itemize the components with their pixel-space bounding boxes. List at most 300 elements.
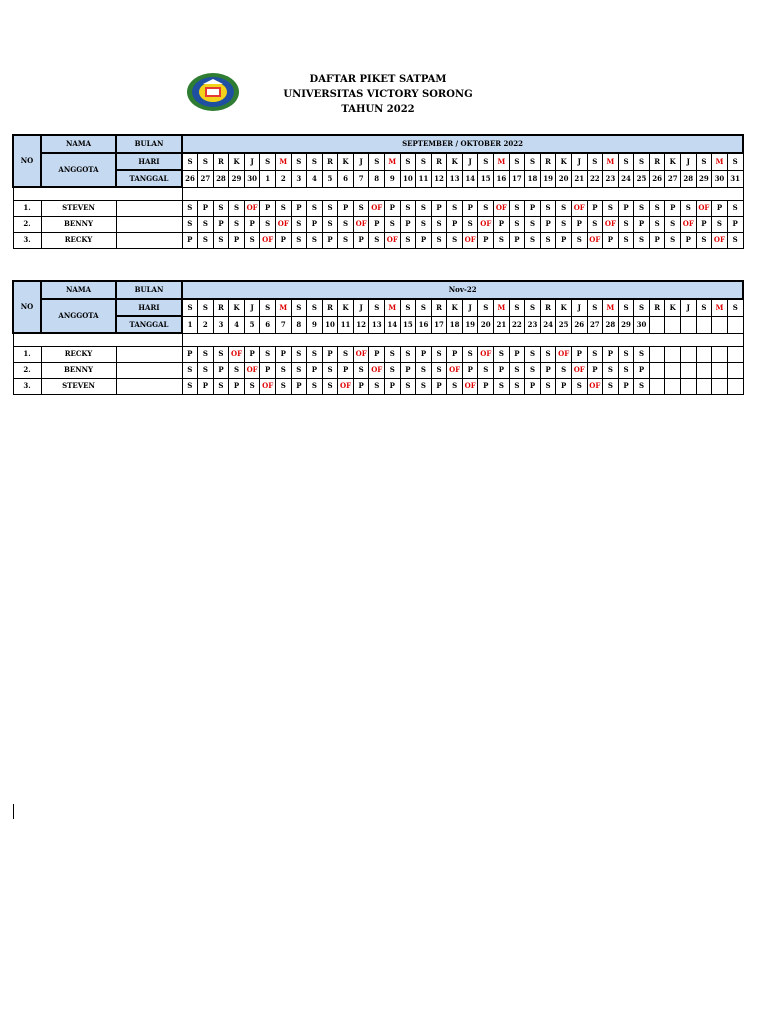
shift-cell: S xyxy=(416,216,432,232)
text-cursor xyxy=(13,804,14,819)
shift-cell: P xyxy=(182,346,198,362)
shift-cell: S xyxy=(603,200,619,216)
day-cell: S xyxy=(400,299,416,316)
shift-cell: OF xyxy=(556,346,572,362)
shift-cell: S xyxy=(540,378,556,394)
schedule-table-nov xyxy=(12,280,744,395)
shift-cell: P xyxy=(649,232,665,248)
shift-cell: OF xyxy=(494,200,510,216)
shift-cell: P xyxy=(571,216,587,232)
date-cell: 23 xyxy=(603,170,619,187)
date-cell: 13 xyxy=(369,316,385,333)
shift-cell xyxy=(696,378,712,394)
anggota-header: ANGGOTA xyxy=(41,299,116,333)
shift-cell: P xyxy=(229,232,245,248)
shift-cell: S xyxy=(618,216,634,232)
shift-cell: P xyxy=(353,232,369,248)
date-cell: 27 xyxy=(587,316,603,333)
shift-cell xyxy=(649,362,665,378)
date-cell: 28 xyxy=(603,316,619,333)
shift-cell: S xyxy=(307,232,323,248)
shift-cell: OF xyxy=(587,378,603,394)
shift-cell: P xyxy=(307,362,323,378)
shift-cell: S xyxy=(603,378,619,394)
shift-cell: S xyxy=(634,232,650,248)
shift-cell: P xyxy=(182,232,198,248)
shift-cell: S xyxy=(587,216,603,232)
member-row xyxy=(13,232,743,248)
shift-cell: P xyxy=(634,362,650,378)
date-cell xyxy=(665,316,681,333)
day-cell: S xyxy=(696,299,712,316)
shift-cell: S xyxy=(416,200,432,216)
shift-cell: S xyxy=(400,378,416,394)
shift-cell: P xyxy=(603,346,619,362)
date-cell: 16 xyxy=(416,316,432,333)
day-cell: R xyxy=(213,153,229,170)
shift-cell: P xyxy=(494,362,510,378)
date-cell: 1 xyxy=(260,170,276,187)
shift-cell: S xyxy=(385,216,401,232)
shift-cell: S xyxy=(182,378,198,394)
shift-cell xyxy=(712,362,728,378)
day-cell: R xyxy=(540,153,556,170)
day-cell: M xyxy=(494,299,510,316)
day-cell: S xyxy=(696,153,712,170)
day-cell: S xyxy=(182,299,198,316)
day-cell: M xyxy=(712,153,728,170)
shift-cell: S xyxy=(275,200,291,216)
date-cell: 3 xyxy=(291,170,307,187)
day-cell: K xyxy=(447,299,463,316)
shift-cell: OF xyxy=(571,362,587,378)
shift-cell: P xyxy=(571,346,587,362)
shift-cell: P xyxy=(665,200,681,216)
shift-cell: S xyxy=(229,362,245,378)
day-cell: S xyxy=(634,299,650,316)
date-cell: 24 xyxy=(618,170,634,187)
shift-cell: OF xyxy=(338,378,354,394)
no-header: NO xyxy=(13,281,41,333)
date-cell: 7 xyxy=(275,316,291,333)
shift-cell: S xyxy=(260,216,276,232)
shift-cell: S xyxy=(275,378,291,394)
day-cell: R xyxy=(649,153,665,170)
spacer-cell xyxy=(13,187,182,200)
shift-cell: S xyxy=(322,362,338,378)
no-header: NO xyxy=(13,135,41,187)
day-cell: S xyxy=(307,153,323,170)
shift-cell: S xyxy=(587,346,603,362)
shift-cell: S xyxy=(571,378,587,394)
shift-cell: S xyxy=(665,232,681,248)
day-cell: K xyxy=(229,299,245,316)
shift-cell: P xyxy=(400,216,416,232)
shift-cell: P xyxy=(198,378,214,394)
shift-cell: S xyxy=(182,362,198,378)
shift-cell: S xyxy=(353,200,369,216)
shift-cell: OF xyxy=(385,232,401,248)
date-cell: 18 xyxy=(447,316,463,333)
shift-cell: P xyxy=(338,362,354,378)
shift-cell: OF xyxy=(260,378,276,394)
shift-cell: S xyxy=(385,362,401,378)
shift-cell xyxy=(696,346,712,362)
member-empty-cell xyxy=(116,200,182,216)
date-cell: 11 xyxy=(416,170,432,187)
shift-cell xyxy=(727,378,743,394)
date-cell: 12 xyxy=(431,170,447,187)
shift-cell: S xyxy=(634,346,650,362)
member-name: STEVEN xyxy=(41,200,116,216)
shift-cell: P xyxy=(307,216,323,232)
date-cell: 30 xyxy=(244,170,260,187)
member-row xyxy=(13,200,743,216)
shift-cell: S xyxy=(198,216,214,232)
day-cell: K xyxy=(665,153,681,170)
date-cell xyxy=(696,316,712,333)
shift-cell: OF xyxy=(275,216,291,232)
date-cell: 13 xyxy=(447,170,463,187)
date-cell xyxy=(712,316,728,333)
shift-cell: S xyxy=(400,232,416,248)
date-cell: 15 xyxy=(400,316,416,333)
date-cell: 17 xyxy=(509,170,525,187)
date-cell: 10 xyxy=(400,170,416,187)
shift-cell: S xyxy=(338,216,354,232)
shift-cell: P xyxy=(618,378,634,394)
shift-cell: P xyxy=(509,346,525,362)
shift-cell: S xyxy=(540,232,556,248)
shift-cell: S xyxy=(665,216,681,232)
day-cell: S xyxy=(416,299,432,316)
date-cell: 27 xyxy=(665,170,681,187)
shift-cell: S xyxy=(244,378,260,394)
date-cell: 27 xyxy=(198,170,214,187)
day-cell: J xyxy=(244,299,260,316)
shift-cell: P xyxy=(727,216,743,232)
day-cell: R xyxy=(649,299,665,316)
shift-cell: S xyxy=(322,378,338,394)
shift-cell: S xyxy=(353,362,369,378)
shift-cell: OF xyxy=(603,216,619,232)
shift-cell: S xyxy=(229,216,245,232)
shift-cell: P xyxy=(198,200,214,216)
day-cell: M xyxy=(494,153,510,170)
shift-cell: P xyxy=(556,232,572,248)
shift-cell: P xyxy=(431,200,447,216)
member-no: 1. xyxy=(13,200,41,216)
shift-cell: S xyxy=(478,200,494,216)
shift-cell: P xyxy=(369,216,385,232)
day-cell: J xyxy=(353,153,369,170)
date-cell: 30 xyxy=(712,170,728,187)
member-no: 3. xyxy=(13,378,41,394)
date-cell: 17 xyxy=(431,316,447,333)
shift-cell: S xyxy=(618,232,634,248)
day-cell: R xyxy=(322,299,338,316)
shift-cell: S xyxy=(431,216,447,232)
shift-cell: OF xyxy=(244,362,260,378)
shift-cell: S xyxy=(307,200,323,216)
shift-cell: S xyxy=(385,346,401,362)
period-header: Nov-22 xyxy=(182,281,743,299)
shift-cell: S xyxy=(556,200,572,216)
shift-cell: S xyxy=(649,200,665,216)
day-cell: M xyxy=(275,299,291,316)
document-header xyxy=(0,72,768,122)
shift-cell: P xyxy=(260,200,276,216)
day-cell: S xyxy=(307,299,323,316)
shift-cell: S xyxy=(244,232,260,248)
date-cell: 4 xyxy=(307,170,323,187)
shift-cell: S xyxy=(260,346,276,362)
shift-cell: S xyxy=(525,232,541,248)
day-cell: J xyxy=(681,299,697,316)
day-cell: S xyxy=(525,153,541,170)
date-cell: 28 xyxy=(681,170,697,187)
university-logo-icon xyxy=(186,72,240,112)
shift-cell xyxy=(727,362,743,378)
shift-cell: S xyxy=(291,216,307,232)
shift-cell: OF xyxy=(229,346,245,362)
title-line-3: TAHUN 2022 xyxy=(341,104,415,115)
date-cell: 25 xyxy=(634,170,650,187)
day-cell: S xyxy=(198,299,214,316)
day-cell: M xyxy=(603,299,619,316)
day-cell: J xyxy=(462,153,478,170)
hari-header: HARI xyxy=(116,153,182,170)
shift-cell: S xyxy=(540,200,556,216)
date-cell: 11 xyxy=(338,316,354,333)
tanggal-header: TANGGAL xyxy=(116,170,182,187)
shift-cell: S xyxy=(338,232,354,248)
shift-cell: P xyxy=(322,346,338,362)
shift-cell: P xyxy=(322,232,338,248)
day-cell: M xyxy=(603,153,619,170)
date-cell: 7 xyxy=(353,170,369,187)
shift-cell: S xyxy=(213,378,229,394)
day-cell: J xyxy=(571,153,587,170)
shift-cell xyxy=(727,346,743,362)
member-empty-cell xyxy=(116,346,182,362)
date-cell: 22 xyxy=(587,170,603,187)
schedule-table-sep-oct xyxy=(12,134,744,249)
nama-header: NAMA xyxy=(41,281,116,299)
shift-cell: S xyxy=(275,362,291,378)
date-cell: 6 xyxy=(338,170,354,187)
member-no: 2. xyxy=(13,216,41,232)
shift-cell: P xyxy=(385,200,401,216)
shift-cell: OF xyxy=(478,346,494,362)
shift-cell: S xyxy=(525,362,541,378)
title-line-2: UNIVERSITAS VICTORY SORONG xyxy=(283,89,473,100)
shift-cell xyxy=(649,378,665,394)
shift-cell: P xyxy=(509,232,525,248)
date-cell: 22 xyxy=(509,316,525,333)
day-cell: K xyxy=(338,153,354,170)
shift-cell: P xyxy=(587,200,603,216)
shift-cell: P xyxy=(696,216,712,232)
shift-cell: P xyxy=(447,346,463,362)
date-cell: 21 xyxy=(571,170,587,187)
shift-cell: S xyxy=(369,378,385,394)
day-cell: S xyxy=(509,153,525,170)
period-header: SEPTEMBER / OKTOBER 2022 xyxy=(182,135,743,153)
shift-cell: S xyxy=(307,378,323,394)
day-cell: J xyxy=(571,299,587,316)
date-cell: 31 xyxy=(727,170,743,187)
date-cell: 14 xyxy=(385,316,401,333)
date-cell: 9 xyxy=(385,170,401,187)
shift-cell: OF xyxy=(244,200,260,216)
shift-cell: S xyxy=(509,200,525,216)
day-cell: K xyxy=(665,299,681,316)
shift-cell xyxy=(696,362,712,378)
member-name: BENNY xyxy=(41,362,116,378)
shift-cell: P xyxy=(587,362,603,378)
member-empty-cell xyxy=(116,362,182,378)
day-cell: J xyxy=(462,299,478,316)
shift-cell: OF xyxy=(462,232,478,248)
member-name: STEVEN xyxy=(41,378,116,394)
shift-cell: S xyxy=(478,362,494,378)
day-cell: S xyxy=(727,153,743,170)
day-cell: R xyxy=(431,153,447,170)
shift-cell: S xyxy=(416,362,432,378)
spacer-cell xyxy=(182,187,743,200)
member-name: RECKY xyxy=(41,232,116,248)
shift-cell: P xyxy=(244,216,260,232)
shift-cell: S xyxy=(509,216,525,232)
shift-cell: S xyxy=(540,346,556,362)
shift-cell: S xyxy=(462,216,478,232)
shift-cell: S xyxy=(400,346,416,362)
shift-cell xyxy=(665,346,681,362)
day-cell: K xyxy=(338,299,354,316)
shift-cell: S xyxy=(525,216,541,232)
day-cell: S xyxy=(291,153,307,170)
date-cell: 28 xyxy=(213,170,229,187)
day-cell: J xyxy=(244,153,260,170)
day-cell: S xyxy=(478,299,494,316)
shift-cell: S xyxy=(198,232,214,248)
date-cell: 15 xyxy=(478,170,494,187)
date-cell: 5 xyxy=(244,316,260,333)
shift-cell: P xyxy=(353,378,369,394)
shift-cell: S xyxy=(322,216,338,232)
date-cell: 10 xyxy=(322,316,338,333)
shift-cell: S xyxy=(213,200,229,216)
day-cell: S xyxy=(525,299,541,316)
shift-cell: P xyxy=(229,378,245,394)
day-cell: M xyxy=(275,153,291,170)
shift-cell: P xyxy=(260,362,276,378)
shift-cell: OF xyxy=(587,232,603,248)
shift-cell xyxy=(681,346,697,362)
tanggal-header: TANGGAL xyxy=(116,316,182,333)
day-cell: S xyxy=(618,153,634,170)
shift-cell: OF xyxy=(353,346,369,362)
shift-cell: P xyxy=(556,378,572,394)
shift-cell: S xyxy=(322,200,338,216)
date-cell: 26 xyxy=(571,316,587,333)
date-cell: 1 xyxy=(182,316,198,333)
date-cell xyxy=(727,316,743,333)
member-empty-cell xyxy=(116,216,182,232)
date-cell: 26 xyxy=(182,170,198,187)
day-cell: S xyxy=(291,299,307,316)
shift-cell: S xyxy=(634,378,650,394)
shift-cell: P xyxy=(478,378,494,394)
anggota-header: ANGGOTA xyxy=(41,153,116,187)
shift-cell: OF xyxy=(369,200,385,216)
shift-cell: P xyxy=(447,216,463,232)
shift-cell: P xyxy=(275,346,291,362)
shift-cell: S xyxy=(634,200,650,216)
shift-cell: S xyxy=(649,216,665,232)
shift-cell: S xyxy=(213,346,229,362)
date-cell: 14 xyxy=(462,170,478,187)
day-cell: R xyxy=(540,299,556,316)
shift-cell: S xyxy=(603,362,619,378)
shift-cell: OF xyxy=(712,232,728,248)
shift-cell: OF xyxy=(462,378,478,394)
shift-cell xyxy=(649,346,665,362)
shift-cell: S xyxy=(431,362,447,378)
day-cell: S xyxy=(400,153,416,170)
hari-header: HARI xyxy=(116,299,182,316)
day-cell: S xyxy=(587,299,603,316)
day-cell: M xyxy=(712,299,728,316)
shift-cell: S xyxy=(681,200,697,216)
date-cell: 29 xyxy=(229,170,245,187)
day-cell: J xyxy=(681,153,697,170)
day-cell: K xyxy=(556,153,572,170)
day-cell: S xyxy=(416,153,432,170)
date-cell: 2 xyxy=(275,170,291,187)
shift-cell: P xyxy=(291,378,307,394)
day-cell: K xyxy=(447,153,463,170)
date-cell: 23 xyxy=(525,316,541,333)
member-name: BENNY xyxy=(41,216,116,232)
shift-cell: S xyxy=(509,362,525,378)
shift-cell: S xyxy=(556,216,572,232)
date-cell: 30 xyxy=(634,316,650,333)
member-row xyxy=(13,346,743,362)
spacer-cell xyxy=(182,333,743,346)
date-cell: 29 xyxy=(696,170,712,187)
shift-cell: P xyxy=(244,346,260,362)
shift-cell: S xyxy=(618,362,634,378)
shift-cell: P xyxy=(540,216,556,232)
member-no: 3. xyxy=(13,232,41,248)
shift-cell: P xyxy=(400,362,416,378)
shift-cell: S xyxy=(727,232,743,248)
shift-cell: P xyxy=(634,216,650,232)
shift-cell xyxy=(665,378,681,394)
shift-cell: P xyxy=(462,362,478,378)
shift-cell xyxy=(712,378,728,394)
shift-cell: S xyxy=(198,362,214,378)
date-cell: 29 xyxy=(618,316,634,333)
day-cell: S xyxy=(182,153,198,170)
date-cell: 6 xyxy=(260,316,276,333)
shift-cell: P xyxy=(431,378,447,394)
day-cell: S xyxy=(727,299,743,316)
shift-cell: S xyxy=(696,232,712,248)
date-cell: 26 xyxy=(649,170,665,187)
